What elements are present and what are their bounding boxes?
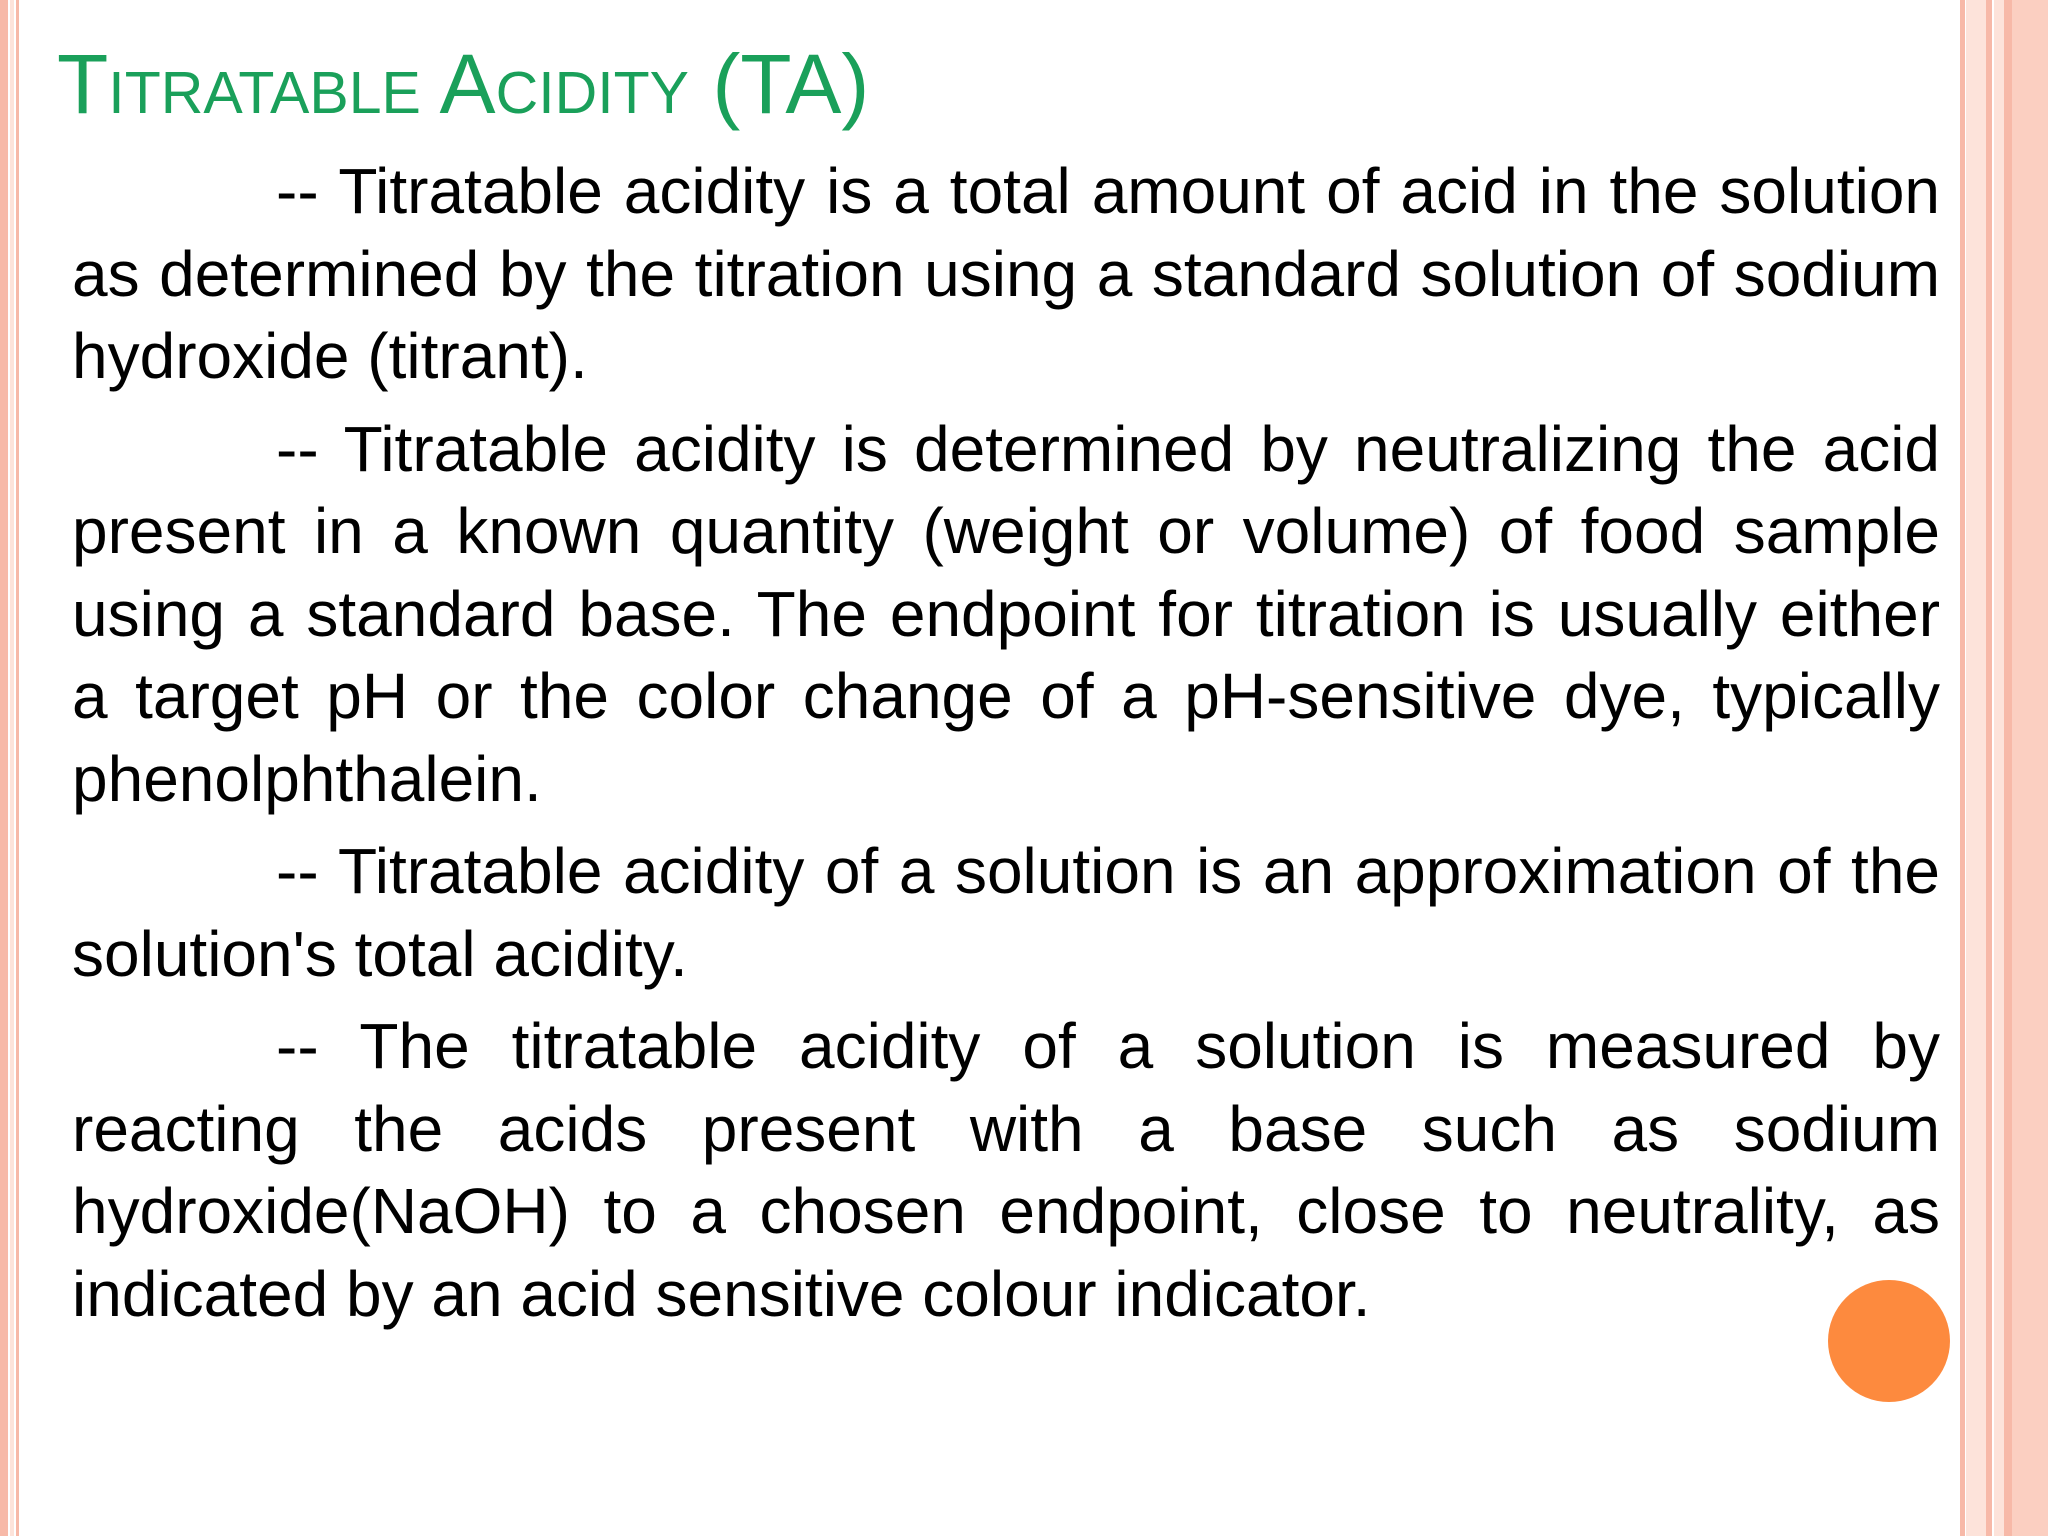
decorative-circle [1828,1280,1950,1402]
left-border-stripe [10,0,14,1536]
left-border-stripe [16,0,19,1536]
right-border-stripe [1960,0,1965,1536]
slide-title: Titratable Acidity (TA) [57,37,870,131]
right-border-stripe [1994,0,2004,1536]
paragraph-approximation: -- Titratable acidity of a solution is an approximation of the solution's total acidity. [72,835,1940,990]
left-border-stripe [0,0,8,1536]
slide-body [72,150,1940,1345]
right-border-stripe [1986,0,1992,1536]
paragraph-measurement: -- The titratable acidity of a solution is measured by reacting the acids present with a base such as sodium hydroxide(NaOH) to a chosen endpoint, close to neutrality, as indicated by an acid sensitive colour indicator. [72,1010,1940,1330]
right-border-stripe [1966,0,1986,1536]
paragraph-definition: -- Titratable acidity is a total amount of acid in the solution as determined by the titration using a standard solution of sodium hydroxide (titrant). [72,155,1940,392]
paragraph-determination: -- Titratable acidity is determined by neutralizing the acid present in a known quantity (weight or volume) of food sample using a standard base. The endpoint for titration is usually either a target pH or the color change of a pH-sensitive dye, typically phenolphthalein. [72,412,1940,815]
right-border-stripe [2004,0,2012,1536]
right-border-stripe [2012,0,2048,1536]
